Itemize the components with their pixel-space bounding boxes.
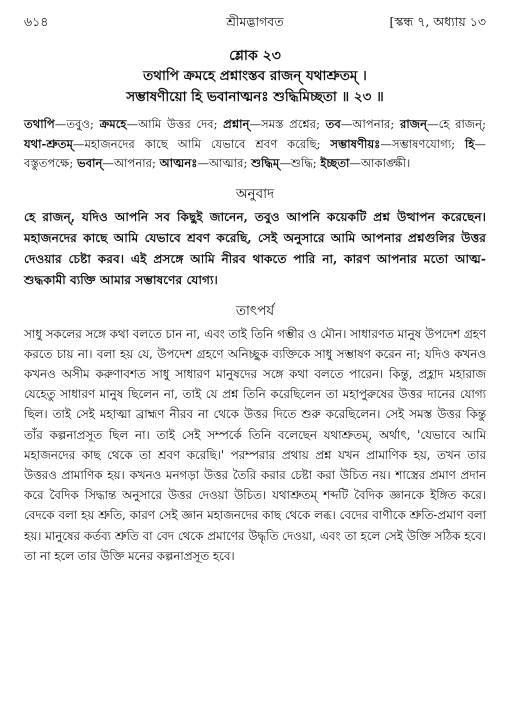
glossary-entry: তব—আপনার; (325, 117, 400, 131)
purport-heading: তাৎপর্য (235, 302, 275, 319)
glossary-entry: ভবান্—আপনার; (77, 156, 160, 170)
translation-text: হে রাজন্, যদিও আপনি সব কিছুই জানেন, তবুও আপনি কয়েকটি প্রশ্ন উত্থাপন করেছেন। মহাজনদের কাছে আমি যেভাবে শ্রবণ করেছি, সেই অনুসারে আমি আপনার প্রশ্নগুলির উত্তর দেওয়ার চেষ্টা করব। এই প্রসঙ্গে আমি নীরব থাকতে পারি না, কারণ আপনার মতো আত্ম-শুদ্ধকামী ব্যক্তি আমার সম্ভাষণের যোগ্য। (24, 209, 486, 287)
verse-line-2: সম্ভাষণীয়ো হি ভবানাত্মনঃ শুদ্ধিমিচ্ছতা ॥ ২৩ ॥ (126, 89, 384, 105)
glossary-entry: সম্ভাষণীয়ঃ—সম্ভাষণযোগ্য; (330, 136, 465, 151)
glossary-entry: আত্মনঃ—আত্মার; (159, 156, 252, 170)
page-header (24, 12, 486, 34)
translation-heading: অনুবাদ (235, 185, 275, 202)
purport-text: সাধু সকলের সঙ্গে কথা বলতে চান না, এবং তাই তিনি গম্ভীর ও মৌন। সাধারণত মানুষ উপদেশ গ্রহণ করতে চায় না। বলা হয় যে, উপদেশ গ্রহণে অনিচ্ছুক ব্যক্তিকে সাধু সম্ভাষণ করেন না; যদিও কখনও কখনও অসীম করুণাবশত সাধু সাধারণ মানুষদের সঙ্গে কথা বলতে পারেন। কিন্তু, প্রহ্লাদ মহারাজ যেহেতু সাধারণ মানুষ ছিলেন না, তাই যে প্রশ্ন তিনি করেছিলেন তা মহাপুরুষের উত্তর দানের যোগ্য ছিল। তাই সেই মহাত্মা ব্রাহ্মণ নীরব না থেকে উত্তর দিতে শুরু করেছিলেন। সেই সমস্ত উত্তর কিন্তু তাঁর কল্পনাপ্রসূত ছিল না। তাই সেই সম্পর্কে তিনি বলেছেন যথাশ্রুতম্, অর্থাৎ, 'যেভাবে আমি মহাজনদের কাছ থেকে তা শ্রবণ করেছি।' পরম্পরার প্রথায় প্রশ্ন যখন প্রামাণিক হয়, তখন তার উত্তরও প্রামাণিক হয়। কখনও মনগড়া উত্তর তৈরি করার চেষ্টা করা উচিত নয়। শাস্ত্রের প্রমাণ প্রদান করে বৈদিক সিদ্ধান্ত অনুসারে উত্তর দেওয়া উচিত। যথাশ্রুতম্ শব্দটি বৈদিক জ্ঞানকে ইঙ্গিত করে। বেদকে বলা হয় শ্রুতি, কারণ সেই জ্ঞান মহাজনদের কাছ থেকে লব্ধ। বেদের বাণীকে শ্রুতি-প্রমাণ বলা হয়। মানুষের কর্তব্য শ্রুতি বা বেদ থেকে প্রমাণের উদ্ধৃতি দেওয়া, এবং তা হলে সেই উক্তি সঠিক হবে। তা না হলে তার উক্তি মনের কল্পনাপ্রসূত হবে। (24, 326, 486, 563)
verse-line-1: তথাপি ক্রমহে প্রশ্নাংস্তব রাজন্ যথাশ্রুতম্ । (143, 68, 367, 84)
verse-heading: শ্লোক ২৩ (229, 48, 281, 64)
glossary-entry: ক্রমহে—আমি উত্তর দেব; (99, 117, 224, 131)
word-for-word-glossary (24, 115, 486, 174)
glossary-entry: যথা-শ্রুতম্—মহাজনদের কাছে আমি যেভাবে শ্রবণ করেছি; (24, 136, 331, 151)
page-number: ৬১৪ (24, 14, 49, 29)
book-title: শ্রীমদ্ভাগবত (226, 14, 284, 29)
canto-chapter-label: [স্কন্ধ ৭, অধ্যায় ১৩ (389, 14, 486, 29)
book-page (24, 12, 486, 566)
glossary-entry: প্রশ্নান্—সমস্ত প্রশ্নের; (223, 117, 326, 131)
glossary-entry: তথাপি—তবুও; (24, 117, 100, 131)
glossary-entry: ইচ্ছতা—আকাঙ্ক্ষী। (320, 156, 411, 170)
glossary-entry: রাজন্—হে রাজন্; (399, 117, 487, 131)
glossary-entry: হি—বস্তুতপক্ষে; (24, 136, 487, 170)
glossary-entry: শুদ্ধিম্—শুদ্ধি; (251, 156, 321, 170)
